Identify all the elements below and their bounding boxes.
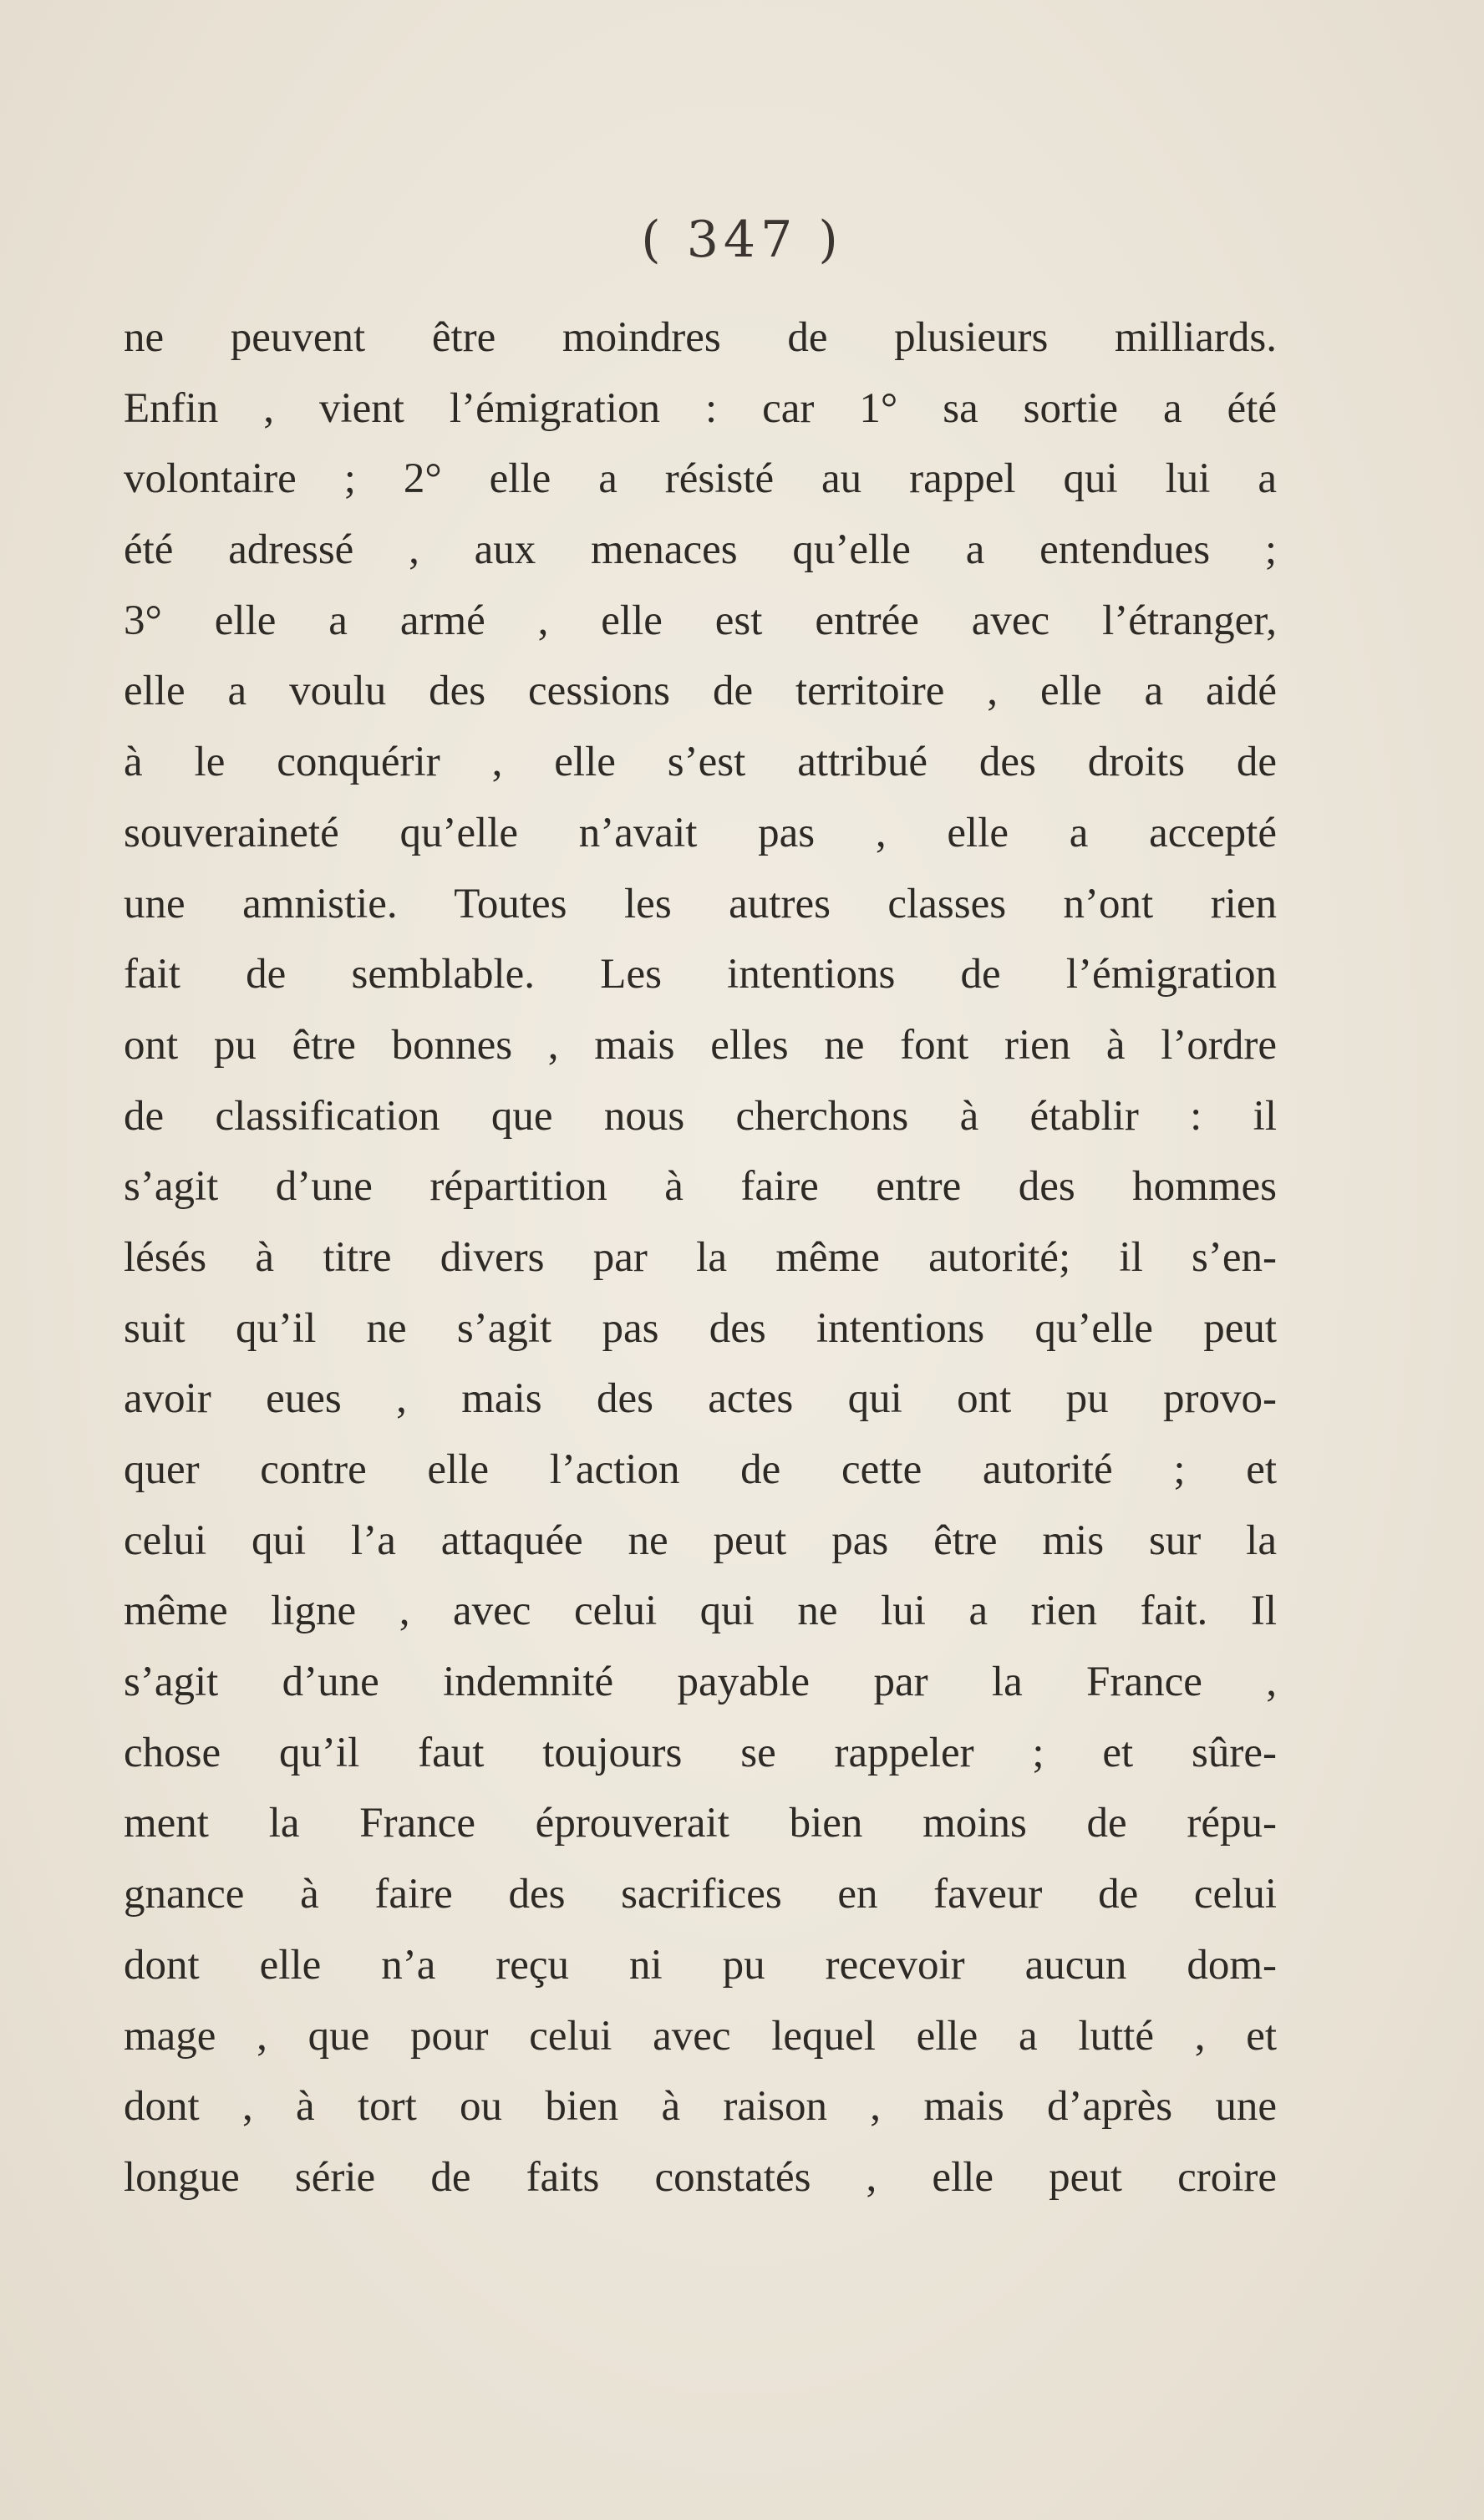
text-line: à le conquérir , elle s’est attribué des droits de: [124, 739, 1277, 786]
text-line: s’agit d’une indemnité payable par la France ,: [124, 1659, 1277, 1706]
text-line: lésés à titre divers par la même autorité; il s’en-: [124, 1233, 1277, 1281]
text-line: s’agit d’une répartition à faire entre des hommes: [124, 1163, 1277, 1211]
text-line: dont , à tort ou bien à raison , mais d’après une: [124, 2083, 1277, 2131]
text-line: 3° elle a armé , elle est entrée avec l’étranger,: [124, 597, 1277, 644]
text-line: suit qu’il ne s’agit pas des intentions qu’elle peut: [124, 1304, 1277, 1352]
text-line: volontaire ; 2° elle a résisté au rappel qui lui a: [124, 455, 1277, 503]
text-line: elle a voulu des cessions de territoire , elle a aidé: [124, 668, 1277, 715]
text-line: Enfin , vient l’émigration : car 1° sa sortie a été: [124, 384, 1277, 432]
text-line: été adressé , aux menaces qu’elle a entendues ;: [124, 526, 1277, 574]
text-line: fait de semblable. Les intentions de l’émigration: [124, 951, 1277, 998]
text-line: gnance à faire des sacrifices en faveur de celui: [124, 1871, 1277, 1918]
body-text: [124, 302, 1277, 2213]
page-number: ( 347 ): [641, 211, 843, 269]
text-line: ne peuvent être moindres de plusieurs milliards.: [124, 314, 1277, 361]
text-line: mage , que pour celui avec lequel elle a lutté , et: [124, 2012, 1277, 2060]
text-line: dont elle n’a reçu ni pu recevoir aucun dom-: [124, 1941, 1277, 1989]
text-line: ment la France éprouverait bien moins de répu-: [124, 1800, 1277, 1847]
text-line: souveraineté qu’elle n’avait pas , elle a accepté: [124, 809, 1277, 856]
text-line: ont pu être bonnes , mais elles ne font rien à l’ordre: [124, 1021, 1277, 1069]
text-line: celui qui l’a attaquée ne peut pas être mis sur la: [124, 1517, 1277, 1564]
text-line: chose qu’il faut toujours se rappeler ; et sûre-: [124, 1729, 1277, 1776]
text-line: une amnistie. Toutes les autres classes n’ont rien: [124, 880, 1277, 927]
text-line: longue série de faits constatés , elle peut croire: [124, 2153, 1277, 2201]
text-line: de classification que nous cherchons à établir : il: [124, 1092, 1277, 1140]
text-line: quer contre elle l’action de cette autorité ; et: [124, 1446, 1277, 1493]
text-line: avoir eues , mais des actes qui ont pu provo-: [124, 1375, 1277, 1423]
text-line: même ligne , avec celui qui ne lui a rien fait. Il: [124, 1588, 1277, 1635]
